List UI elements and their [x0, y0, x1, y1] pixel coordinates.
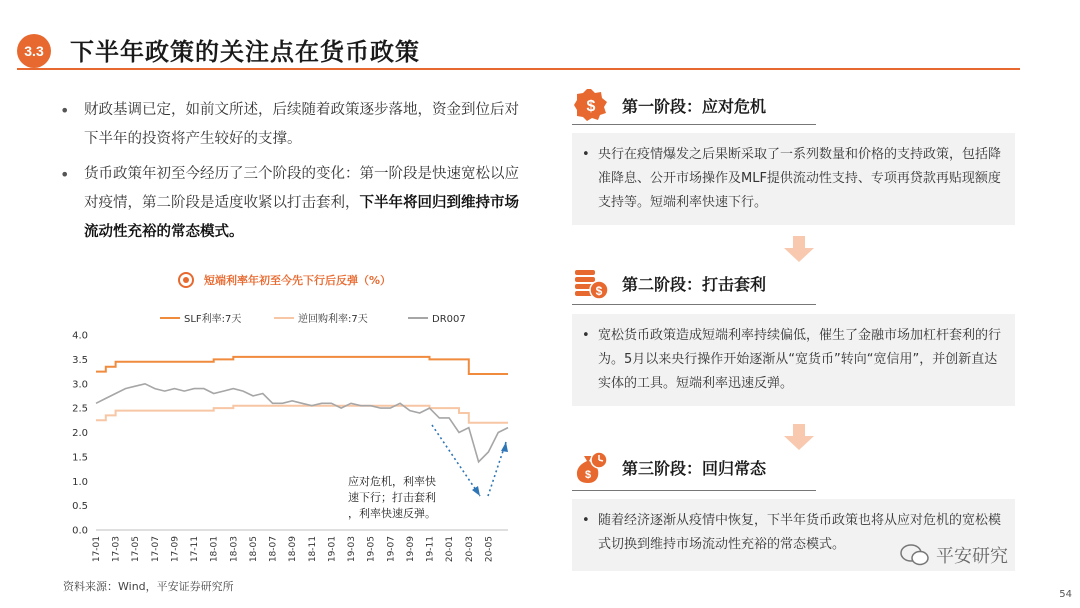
stage-2-title: 第二阶段：打击套利 — [622, 274, 767, 294]
legend-label: 逆回购利率:7天 — [298, 314, 368, 325]
y-tick-label: 0.0 — [72, 525, 88, 537]
section-number-badge: 3.3 — [17, 34, 51, 68]
chart-title-row — [178, 272, 391, 288]
x-tick-label: 17-07 — [150, 536, 161, 563]
target-icon — [178, 272, 194, 288]
x-tick-label: 17-09 — [170, 536, 181, 563]
y-tick-label: 1.5 — [72, 452, 88, 464]
x-tick-label: 18-09 — [288, 536, 299, 563]
stage-3-title: 第三阶段：回归常态 — [622, 458, 767, 478]
bullet-dot: • — [582, 513, 590, 528]
rate-line-chart — [60, 300, 530, 570]
series-line-1 — [96, 357, 508, 374]
chart-annotation: 速下行；打击套利 — [348, 491, 436, 504]
stage-1-text: 央行在疫情爆发之后果断采取了一系列数量和价格的支持政策，包括降准降息、公开市场操作及MLF提供流动性支持、专项再贷款再贴现额度支持等。短端利率快速下行。 — [598, 147, 1002, 210]
x-tick-label: 18-07 — [268, 536, 279, 563]
bullet-dot: • — [582, 328, 590, 343]
stage-1-box — [572, 133, 1015, 225]
svg-text:$: $ — [584, 469, 592, 481]
page-title: 下半年政策的关注点在货币政策 — [70, 38, 420, 66]
y-tick-label: 3.0 — [72, 379, 88, 391]
x-tick-label: 17-03 — [111, 536, 122, 563]
legend-label: DR007 — [432, 314, 466, 325]
stage-3-text: 随着经济逐渐从疫情中恢复，下半年货币政策也将从应对危机的宽松模式切换到维持市场流动性充裕的常态模式。 — [598, 513, 1002, 552]
down-arrow-icon — [784, 236, 814, 262]
stage-2-text: 宽松货币政策造成短端利率持续偏低，催生了金融市场加杠杆套利的行为。5月以来央行操作开始逐渐从“宽货币”转向“宽信用”，并创新直达实体的工具。短端利率迅速反弹。 — [598, 328, 1002, 391]
bullet-dot: • — [582, 147, 590, 162]
down-trend-arrow — [432, 425, 480, 496]
y-tick-label: 3.5 — [72, 354, 88, 366]
bullet-fiscal-text: 财政基调已定，如前文所述，后续随着政策逐步落地，资金到位后对下半年的投资将产生较好的支撑。 — [84, 102, 519, 147]
stage-2-header — [574, 266, 766, 300]
money-bag-clock-icon — [574, 450, 608, 484]
x-tick-label: 18-11 — [307, 536, 318, 563]
stage-2-underline — [572, 304, 816, 305]
y-tick-label: 2.0 — [72, 428, 88, 439]
x-tick-label: 17-01 — [92, 536, 102, 563]
legend-label: SLF利率:7天 — [184, 314, 242, 325]
chart-title: 短端利率年初至今先下行后反弹（%） — [204, 274, 392, 287]
bullet-monetary-text: 货币政策年初至今经历了三个阶段的变化：第一阶段是快速宽松以应对疫情，第二阶段是适度收紧以打击套利， — [84, 166, 519, 211]
x-tick-label: 20-01 — [445, 536, 456, 563]
x-tick-label: 17-05 — [131, 536, 142, 563]
y-tick-label: 2.5 — [72, 403, 88, 415]
arrowhead — [472, 486, 480, 496]
arrowhead — [501, 442, 508, 452]
x-tick-label: 19-03 — [347, 536, 358, 563]
chart-annotation: 应对危机，利率快 — [348, 475, 436, 488]
bullet-fiscal — [60, 96, 530, 154]
watermark-text: 平安研究 — [936, 546, 1008, 567]
y-tick-label: 0.5 — [72, 501, 88, 513]
x-tick-label: 20-05 — [484, 536, 495, 563]
series-line-3 — [96, 384, 508, 462]
x-tick-label: 18-03 — [229, 536, 240, 563]
svg-text:$: $ — [595, 284, 603, 298]
bullet-monetary — [60, 160, 530, 247]
y-tick-label: 1.0 — [72, 476, 88, 488]
stage-1-title: 第一阶段：应对危机 — [622, 96, 767, 116]
title-divider — [17, 68, 1020, 70]
bullet-monetary-bold: 下半年将回归到维持市场流动性充裕的常态模式。 — [84, 195, 519, 240]
chart-annotation: ，利率快速反弹。 — [348, 507, 436, 520]
coins-stack-icon — [574, 266, 608, 300]
stage-3-header — [574, 450, 766, 484]
x-tick-label: 18-05 — [248, 536, 259, 563]
x-tick-label: 19-07 — [386, 536, 397, 563]
x-tick-label: 17-11 — [190, 536, 201, 563]
wechat-icon — [900, 543, 930, 567]
svg-text:$: $ — [586, 98, 596, 115]
stage-1-header — [574, 88, 766, 122]
down-arrow-icon — [784, 424, 814, 450]
x-tick-label: 19-11 — [425, 536, 436, 563]
stage-2-box — [572, 314, 1015, 406]
x-tick-label: 19-09 — [405, 536, 416, 563]
watermark — [900, 542, 1008, 568]
stage-1-underline — [572, 124, 816, 125]
dollar-badge-icon — [574, 88, 608, 122]
page-number: 54 — [1059, 589, 1072, 600]
x-tick-label: 19-05 — [366, 536, 377, 563]
series-line-2 — [96, 406, 508, 423]
x-tick-label: 18-01 — [209, 536, 220, 563]
y-tick-label: 4.0 — [72, 330, 88, 342]
x-tick-label: 20-03 — [464, 536, 475, 563]
source-note: 资料来源：Wind，平安证券研究所 — [63, 580, 234, 593]
intro-bullets — [60, 96, 530, 253]
stage-3-underline — [572, 490, 816, 491]
x-tick-label: 19-01 — [327, 536, 338, 563]
